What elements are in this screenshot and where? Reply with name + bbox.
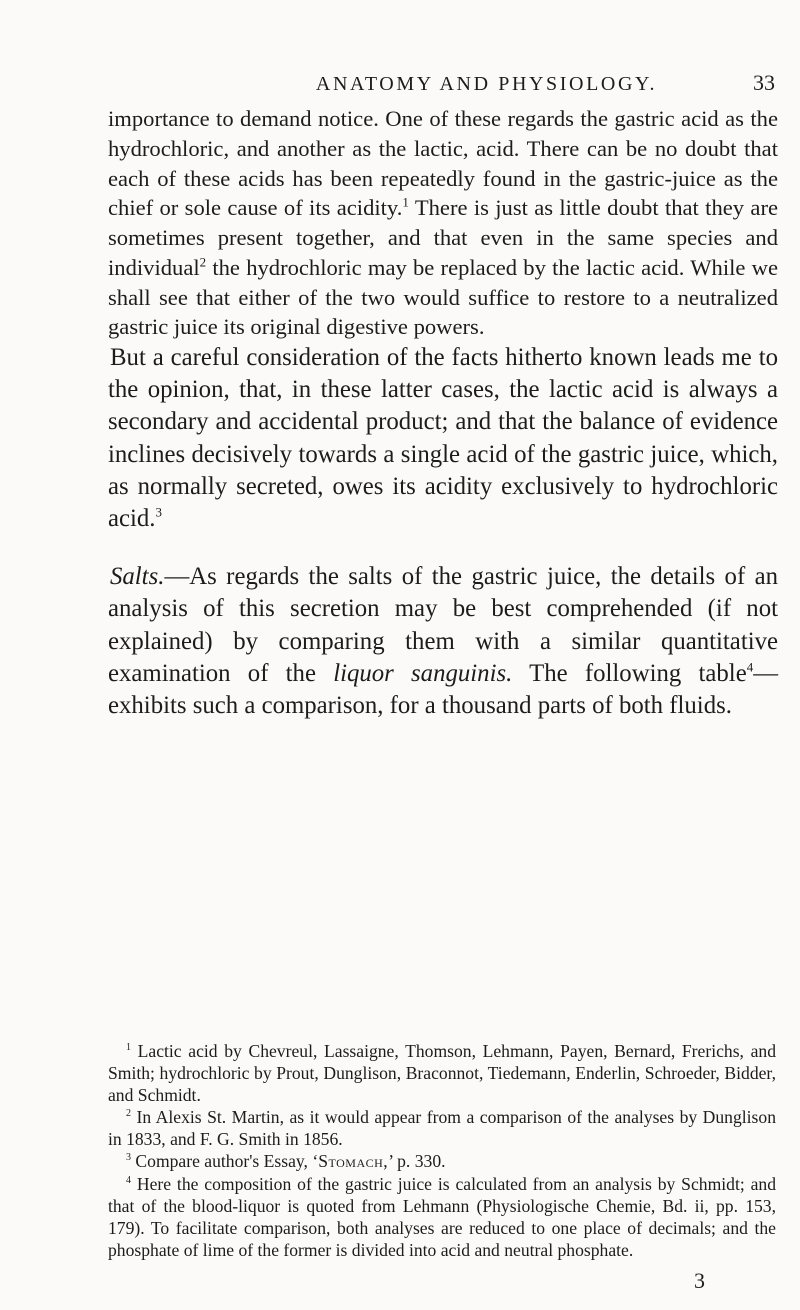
footnote-text: Lactic acid by Chevreul, Lassaigne, Thomson, Lehmann, Payen, Bernard, Frerichs, and Smith; hydrochloric by Prout, Dunglison, Braconnot, Tiedemann, Enderlin, Schroeder, Bidder, and Schmidt. xyxy=(108,1041,776,1106)
main-text xyxy=(108,104,778,722)
footnote-text: Here the composition of the gastric juice is calculated from an analysis by Schmidt; and that of the blood-liquor is quoted from Lehmann (Physiologische Chemie, Bd. ii, pp. 153, 179). To facilitate comparison, both analyses are reduced to one place of decimals; and the phosphate of lime of the former is divided into acid and neutral phosphate. xyxy=(108,1173,776,1260)
footnote-mark: 1 xyxy=(126,1042,131,1054)
footnote-3 xyxy=(108,1150,776,1172)
footnote-mark: 2 xyxy=(126,1108,131,1120)
footnote-mark: 4 xyxy=(126,1174,131,1186)
latin-term: liquor sanguinis. xyxy=(333,659,513,687)
paragraph-1-text-c: the hydrochloric may be replaced by the lactic acid. While we shall see that either of the two would suffice to restore to a neutralized gastric juice its original digestive powers. xyxy=(108,254,778,340)
footnote-ref-4: 4 xyxy=(746,659,754,675)
paragraph-3 xyxy=(108,561,778,722)
footnote-smallcaps: Stomach, xyxy=(318,1151,389,1172)
footnote-text: In Alexis St. Martin, as it would appear from a comparison of the analyses by Dunglison in 1833, and F. G. Smith in 1856. xyxy=(108,1107,776,1150)
section-heading-salts: Salts. xyxy=(110,563,165,591)
footnote-text-a: Compare author's Essay, ‘ xyxy=(135,1151,319,1172)
footnote-ref-1: 1 xyxy=(402,194,409,210)
footnotes xyxy=(108,1040,776,1261)
footnote-ref-3: 3 xyxy=(155,504,162,520)
paragraph-1-text-a: importance to demand notice. One of these regards the gastric acid as the hydrochloric, and another as the lactic, acid. There can be no doubt that each of these acids has been repeatedly found in the gastric-juice as the chief or sole cause of its acidity. xyxy=(108,106,778,221)
running-title: ANATOMY AND PHYSIOLOGY. xyxy=(315,73,658,95)
footnote-mark: 3 xyxy=(126,1152,131,1164)
footnote-1 xyxy=(108,1040,776,1106)
paragraph-2 xyxy=(108,342,778,535)
paragraph-3-text-a: —As regards the salts of the gastric juice, the details of an analysis of this secretion may be best comprehended (if not explained) by comparing them with a similar quantitative examination of the xyxy=(108,563,778,687)
footnote-2 xyxy=(108,1106,776,1150)
running-header xyxy=(200,70,775,96)
signature-mark: 3 xyxy=(694,1268,705,1293)
paragraph-2-text: But a careful consideration of the facts hitherto known leads me to the opinion, that, in these latter cases, the lactic acid is always a secondary and accidental product; and that the balance of evidence inclines decisively towards a single acid of the gastric juice, which, as normally secreted, owes its acidity exclusively to hydrochloric acid. xyxy=(108,344,778,533)
footnote-text-b: ’ p. 330. xyxy=(388,1151,446,1172)
paragraph-3-text-b: The following table xyxy=(512,659,747,687)
paragraph-3-text-c: —exhibits such a comparison, for a thousand parts of both fluids. xyxy=(108,659,778,720)
footnote-4 xyxy=(108,1173,776,1261)
page-number: 33 xyxy=(753,70,775,95)
footnote-ref-2: 2 xyxy=(199,254,207,270)
paragraph-1 xyxy=(108,104,778,342)
paragraph-1-text-b: There is just as little doubt that they are sometimes present together, and that even in the same species and individual xyxy=(108,195,778,280)
